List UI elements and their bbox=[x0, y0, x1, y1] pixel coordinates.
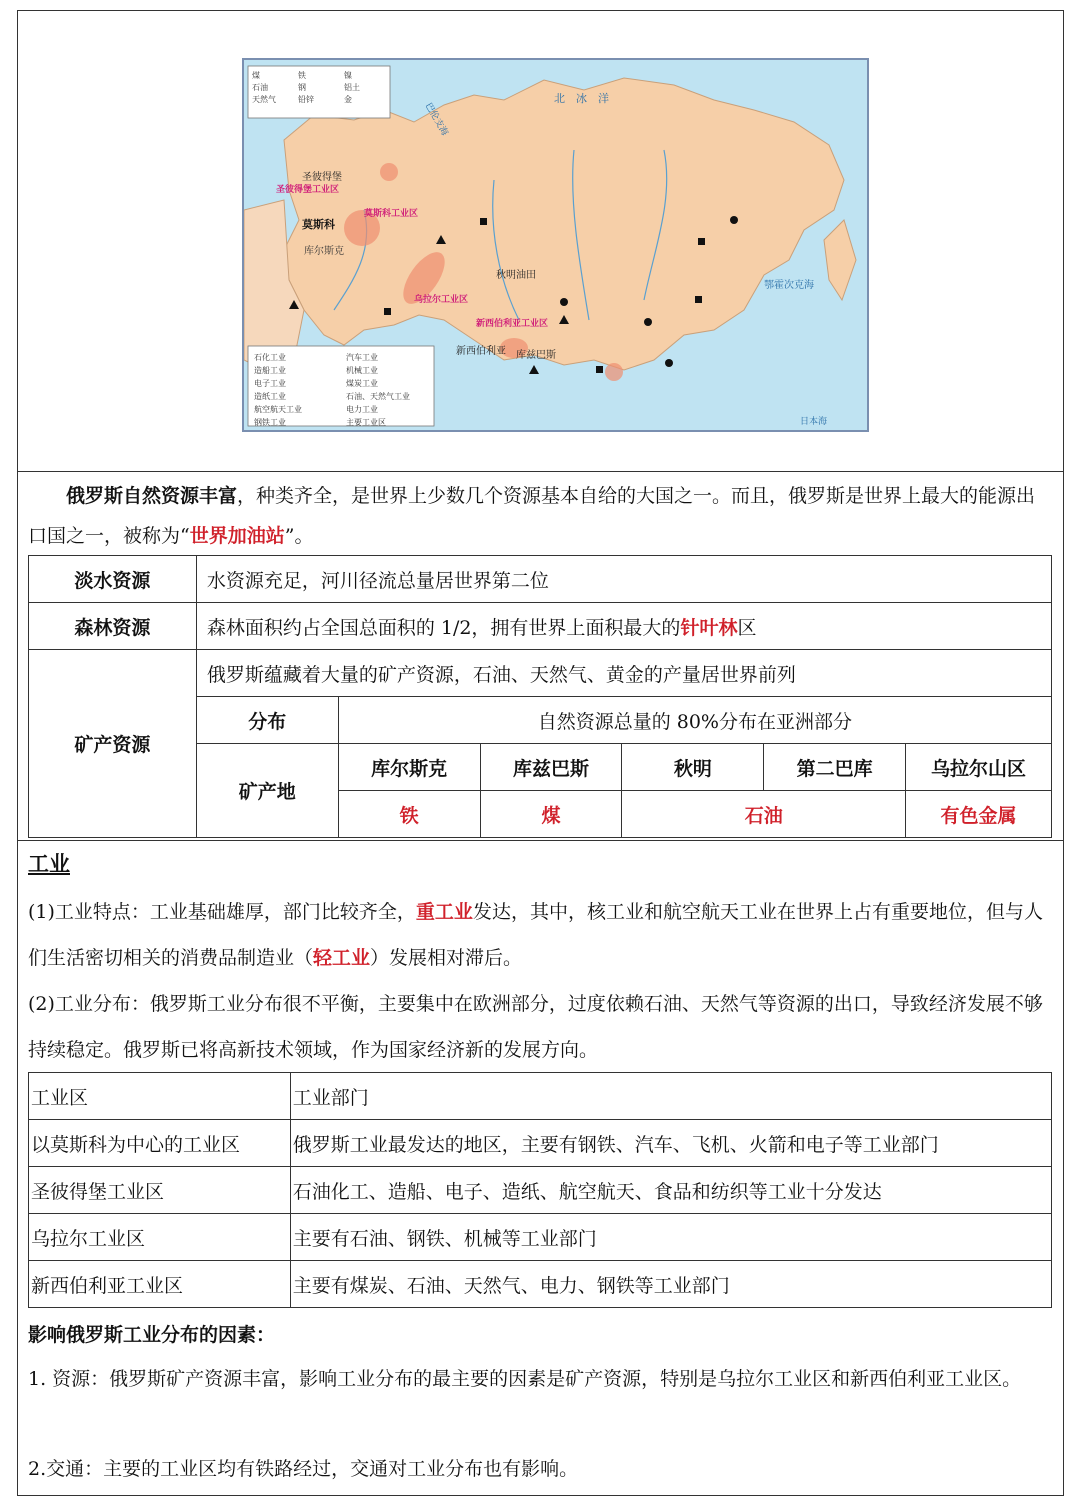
row-sectors: 俄罗斯工业最发达的地区，主要有钢铁、汽车、飞机、火箭和电子等工业部门 bbox=[290, 1120, 1051, 1167]
legend-gold: 金 bbox=[344, 95, 352, 104]
legend-steel: 钢 bbox=[298, 83, 306, 92]
legend-top bbox=[252, 70, 388, 105]
legend-power: 电力工业 bbox=[346, 405, 378, 414]
map-section bbox=[17, 10, 1064, 472]
site-kuzbass: 库兹巴斯 bbox=[480, 744, 622, 791]
factor-1: 1. 资源：俄罗斯矿产资源丰富，影响工业分布的最主要的因素是矿产资源，特别是乌拉尔工业区和新西伯利亚工业区。 bbox=[28, 1368, 1022, 1390]
row-sectors: 主要有石油、钢铁、机械等工业部门 bbox=[290, 1214, 1051, 1261]
forest-highlight: 针叶林 bbox=[680, 616, 738, 639]
legend-leadzinc: 铅锌 bbox=[298, 95, 314, 104]
row-region: 以莫斯科为中心的工业区 bbox=[29, 1120, 291, 1167]
industry-table-header bbox=[29, 1073, 1052, 1120]
legend-paper: 造纸工业 bbox=[254, 392, 286, 401]
site-ural: 乌拉尔山区 bbox=[906, 744, 1052, 791]
label-moscow-region: 莫斯科工业区 bbox=[364, 209, 419, 219]
forest-cell bbox=[196, 603, 1051, 650]
intro-highlight: 世界加油站 bbox=[189, 525, 285, 547]
forest-label: 森林资源 bbox=[29, 603, 197, 650]
label-kuzbass: 库兹巴斯 bbox=[516, 350, 556, 361]
header-sectors: 工业部门 bbox=[290, 1073, 1051, 1120]
row-sectors: 主要有煤炭、石油、天然气、电力、钢铁等工业部门 bbox=[290, 1261, 1051, 1308]
label-kursk: 库尔斯克 bbox=[304, 246, 344, 257]
label-ural-region: 乌拉尔工业区 bbox=[414, 295, 469, 305]
legend-coal: 煤 bbox=[252, 71, 260, 80]
intro-paragraph bbox=[28, 476, 1054, 556]
industry-p1-b: 发达，其中，核工业和航空航天工业在世界上占有重要地位，但与人们生活密切相关的消费品制造业（ bbox=[28, 901, 1043, 969]
intro-text2: ”。 bbox=[284, 525, 314, 547]
row-region: 圣彼得堡工业区 bbox=[29, 1167, 291, 1214]
label-arctic-ocean: 北 冰 洋 bbox=[554, 92, 609, 105]
forest-text1: 森林面积约占全国总面积的 1/2，拥有世界上面积最大的 bbox=[206, 616, 681, 639]
industry-p1-light: 轻工业 bbox=[313, 947, 371, 969]
legend-nickel: 镍 bbox=[344, 71, 352, 80]
resource-table bbox=[28, 555, 1052, 838]
row-sectors: 石油化工、造船、电子、造纸、航空航天、食品和纺织等工业十分发达 bbox=[290, 1167, 1051, 1214]
legend-oil: 石油 bbox=[252, 83, 268, 92]
kuzbass-marker bbox=[605, 363, 623, 381]
legend-gas: 天然气 bbox=[252, 95, 276, 104]
russia-resource-map bbox=[242, 58, 869, 432]
legend-electronics: 电子工业 bbox=[254, 379, 286, 388]
legend-main-region: 主要工业区 bbox=[346, 418, 386, 427]
label-samotlor: 秋明油田 bbox=[496, 270, 536, 281]
intro-text1: ，种类齐全，是世界上少数几个资源基本自给的大国之一。而且，俄罗斯是世界上最大的能源出口国之一，被称为“ bbox=[28, 485, 1036, 547]
product-nonferrous: 有色金属 bbox=[906, 791, 1052, 838]
table-row bbox=[29, 1214, 1052, 1261]
water-text: 水资源充足，河川径流总量居世界第二位 bbox=[196, 556, 1051, 603]
label-moscow: 莫斯科 bbox=[302, 218, 335, 231]
label-st-petersburg: 圣彼得堡 bbox=[302, 172, 342, 183]
water-row bbox=[29, 556, 1052, 603]
mineral-row-1 bbox=[29, 650, 1052, 697]
legend-petrochem: 石化工业 bbox=[254, 353, 286, 362]
label-okhotsk-sea: 鄂霍次克海 bbox=[764, 280, 814, 291]
industry-title: 工业 bbox=[28, 851, 70, 876]
st-petersburg-region-marker bbox=[380, 163, 398, 181]
section-divider bbox=[17, 840, 1064, 841]
forest-row bbox=[29, 603, 1052, 650]
legend-aerospace: 航空航天工业 bbox=[254, 405, 302, 414]
table-row bbox=[29, 1120, 1052, 1167]
label-japan-sea: 日本海 bbox=[800, 417, 828, 427]
factors-title: 影响俄罗斯工业分布的因素： bbox=[28, 1324, 276, 1346]
legend-auto: 汽车工业 bbox=[346, 353, 378, 362]
water-label: 淡水资源 bbox=[29, 556, 197, 603]
distribution-label: 分布 bbox=[196, 697, 338, 744]
distribution-text: 自然资源总量的 80%分布在亚洲部分 bbox=[338, 697, 1051, 744]
label-novosibirsk-region: 新西伯利亚工业区 bbox=[476, 319, 549, 329]
legend-coal-industry: 煤炭工业 bbox=[346, 379, 378, 388]
legend-bottom bbox=[254, 352, 434, 428]
row-region: 新西伯利亚工业区 bbox=[29, 1261, 291, 1308]
site-tyumen: 秋明 bbox=[622, 744, 764, 791]
header-region: 工业区 bbox=[29, 1073, 291, 1120]
industry-table bbox=[28, 1072, 1052, 1308]
table-row bbox=[29, 1167, 1052, 1214]
legend-iron: 铁 bbox=[298, 71, 306, 80]
product-coal: 煤 bbox=[480, 791, 622, 838]
legend-bauxite: 铝土 bbox=[344, 83, 360, 92]
row-region: 乌拉尔工业区 bbox=[29, 1214, 291, 1261]
factor-2: 2.交通：主要的工业区均有铁路经过，交通对工业分布也有影响。 bbox=[28, 1458, 579, 1480]
legend-machinery: 机械工业 bbox=[346, 366, 378, 375]
forest-text2: 区 bbox=[737, 616, 757, 639]
legend-iron-steel: 钢铁工业 bbox=[254, 418, 286, 427]
intro-lead: 俄罗斯自然资源丰富 bbox=[66, 485, 238, 507]
mineral-label: 矿产资源 bbox=[29, 650, 197, 838]
site-kursk: 库尔斯克 bbox=[338, 744, 480, 791]
sites-label: 矿产地 bbox=[196, 744, 338, 838]
industry-p2: (2)工业分布：俄罗斯工业分布很不平衡，主要集中在欧洲部分，过度依赖石油、天然气等资源的出口，导致经济发展不够持续稳定。俄罗斯已将高新技术领域，作为国家经济新的发展方向。 bbox=[28, 993, 1043, 1061]
table-row bbox=[29, 1261, 1052, 1308]
label-novosibirsk: 新西伯利亚 bbox=[456, 346, 506, 357]
industry-p1-c: ）发展相对滞后。 bbox=[370, 947, 523, 969]
industry-p1-a: (1)工业特点：工业基础雄厚，部门比较齐全， bbox=[28, 901, 416, 923]
kamchatka bbox=[824, 220, 856, 300]
label-st-petersburg-region: 圣彼得堡工业区 bbox=[276, 185, 340, 195]
legend-shipbuilding: 造船工业 bbox=[254, 366, 286, 375]
mineral-text: 俄罗斯蕴藏着大量的矿产资源，石油、天然气、黄金的产量居世界前列 bbox=[196, 650, 1051, 697]
industry-p1 bbox=[28, 889, 1054, 981]
industry-p1-heavy: 重工业 bbox=[415, 901, 473, 923]
label-barents-sea: 巴伦支海 bbox=[422, 101, 450, 138]
legend-oil-gas-industry: 石油、天然气工业 bbox=[346, 392, 410, 401]
product-iron: 铁 bbox=[338, 791, 480, 838]
product-oil: 石油 bbox=[622, 791, 906, 838]
site-second-baku: 第二巴库 bbox=[764, 744, 906, 791]
